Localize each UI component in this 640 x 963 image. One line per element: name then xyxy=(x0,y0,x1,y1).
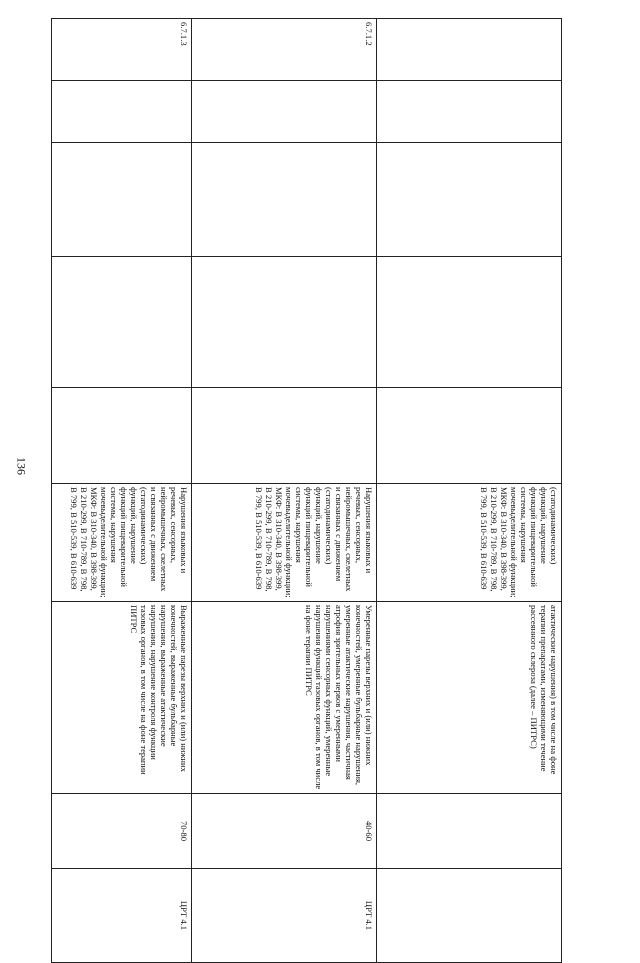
cell-disorder: Нарушения языковых и речевых, сенсорных, нейромышечных, скелетных и связанных с движением (статодинамических) функций, нарушение функций пищеварительной системы, нарушения мочевыделительной функции; МКФ: В 310-340, В 398-399, В 210-299, В 710-789, В 798, В 799, В 510-539, В 610-639 xyxy=(192,484,377,602)
cell-empty xyxy=(192,143,377,257)
cell-empty xyxy=(192,388,377,484)
cell-percent: 70-80 xyxy=(52,794,192,869)
cell-empty xyxy=(52,81,192,143)
cell-empty xyxy=(377,257,562,388)
rotated-table-wrapper xyxy=(52,18,562,931)
cell-clinical: атактические нарушения) в том числе на фоне терапии препаратами, изменяющими течение рассеянного склероза (далее – ПИТРС) xyxy=(377,602,562,794)
cell-percent xyxy=(377,794,562,869)
cell-code: 6.7.1.3 xyxy=(52,19,192,81)
cell-empty xyxy=(52,257,192,388)
cell-code xyxy=(377,19,562,81)
cell-clinical: Выраженные парезы верхних и (или) нижних конечностей, выраженные бульбарные нарушения, выраженные атактические нарушения, нарушение контроля функции тазовых органов, в том числе на фоне терапии ПИТРС xyxy=(52,602,192,794)
cell-ref: ЦРТ 4.1 xyxy=(192,869,377,963)
cell-ref xyxy=(377,869,562,963)
table-row xyxy=(52,19,192,963)
cell-empty xyxy=(377,143,562,257)
cell-clinical: Умеренные парезы верхних и (или) нижних конечностей, умеренные бульбарные нарушения, умеренные атактические нарушения, частичная атрофия зрительных нервов с умеренными нарушениями сенсорных функций, умеренные нарушения функций тазовых органов, в том числе на фоне терапии ПИТРС xyxy=(192,602,377,794)
cell-ref: ЦРТ 4.1 xyxy=(52,869,192,963)
cell-code: 6.7.1.2 xyxy=(192,19,377,81)
cell-disorder: Нарушения языковых и речевых, сенсорных, нейромышечных, скелетных и связанных с движением (статодинамических) функций, нарушение функций пищеварительной системы, нарушения мочевыделительной функции; МКФ: В 310-340, В 398-399, В 210-299, В 710-789, В 798, В 799, В 510-539, В 610-639 xyxy=(52,484,192,602)
cell-disorder: (статодинамических) функций, нарушение функций пищеварительной системы, нарушения мочевыделительной функции; МКФ: В 310-340, В 398-399, В 210-299, В 710-789, В 798, В 799, В 510-539, В 610-639 xyxy=(377,484,562,602)
cell-empty xyxy=(52,388,192,484)
table-row xyxy=(377,19,562,963)
criteria-table xyxy=(51,18,562,963)
cell-empty xyxy=(192,81,377,143)
cell-empty xyxy=(377,388,562,484)
page-number: 136 xyxy=(14,457,29,475)
cell-empty xyxy=(192,257,377,388)
cell-empty xyxy=(52,143,192,257)
cell-empty xyxy=(377,81,562,143)
table-row xyxy=(192,19,377,963)
cell-percent: 40-60 xyxy=(192,794,377,869)
